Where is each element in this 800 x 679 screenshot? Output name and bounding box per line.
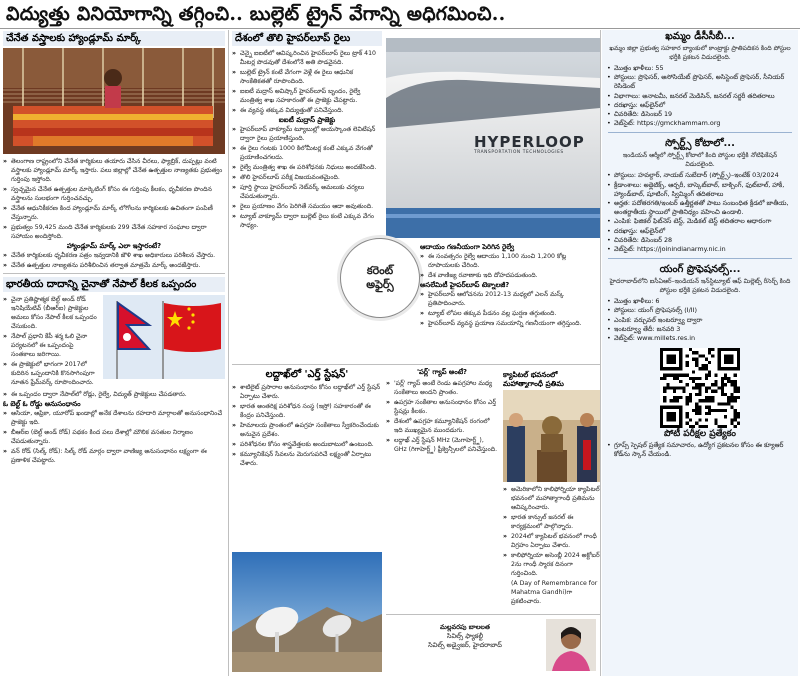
hyperloop-section-title: దేశంలో తొలి హైపర్‌లూప్ రైలు — [232, 31, 382, 46]
young-professionals-intro: హైదరాబాద్‌లోని ఐసీఏఆర్–ఇండియన్ ఇన్‌స్టిట్యూట్ ఆఫ్ మిల్లెట్స్ రీసెర్చ్ కింది పోస్టుల భర్తీకి ప్రకటన విడుదలైంది. — [609, 278, 791, 295]
list-item: » ఐఐటీ మద్రాస్ అవిష్కార్ హైపర్‌లూప్ బృందం, రైల్వే మంత్రిత్వ శాఖ సహకారంతో ఈ ప్రాజెక్టు చేపట్టారు. — [232, 87, 382, 105]
list-item: • చివరితేది: డిసెంబర్ 28 — [606, 236, 794, 245]
list-item: » కాలిఫోర్నియా అసెంబ్లీ 2024 అక్టోబర్ 2ను గాంధీ స్మారక దినంగా గుర్తించింది. — [503, 551, 600, 578]
list-item: » స్వచ్ఛమైన చేనేత ఉత్పత్తుల మార్కెటింగ్ కోసం ఈ గుర్తింపు కీలకం, ధృవీకరణ పొందిన వస్త్రాలను సులభంగా గుర్తించవచ్చు. — [3, 185, 225, 203]
list-item: » కమ్యూనికేషన్ సేవలను మెరుగుపరిచే లక్ష్యంతో ఏర్పాటు చేశారు. — [232, 450, 382, 468]
handloom-section-title: చేనేత వస్త్రాలకు హ్యాండ్లూమ్ మార్క్ — [3, 31, 225, 46]
list-item: » ఆసియా, ఆఫ్రికా, యూరోప్ ఖండాల్లో అనేక దేశాలను రహదారి మార్గాలతో అనుసంధానించే ప్రాజెక్టు ఇది. — [3, 409, 225, 427]
sidebar-divider — [608, 258, 792, 259]
author-text — [390, 623, 540, 650]
list-item: » లద్దాఖ్ ఎర్త్ స్టేషన్ MHz (మెగాహెర్ట్జ్), GHz (గిగాహెర్ట్జ్) ఫ్రీక్వెన్సీలలో పనిచేస్తుంది. — [386, 436, 498, 454]
young-professionals-details — [602, 297, 798, 343]
gandhi-commemoration: (A Day of Remembrance for Mahatma Gandhi)గా ప్రకటించారు. — [511, 580, 598, 605]
list-item: » చేనేత ఆధునికీకరణ కింద హ్యాండ్లూమ్ మార్క్ లోగోలను కార్మికులకు ఉచితంగా పంపిణీ చేస్తున్నారు. — [3, 204, 225, 222]
list-item: » హైపర్‌లూప్ వ్యవస్థ ప్రయాణ సమయాన్ని గణనీయంగా తగ్గిస్తుంది. — [420, 319, 598, 328]
earth-station-block — [232, 368, 382, 676]
nepal-bullets-cont — [3, 390, 225, 399]
jobs-sidebar — [602, 30, 798, 676]
gandhi-text — [503, 485, 600, 615]
list-item: » 2024లో క్యాపిటల్ భవనంలో గాంధీ విగ్రహం ఏర్పాటు చేశారు. — [503, 532, 600, 550]
list-item: » దేశ వాణిజ్య రవాణాకు ఇది దోహదపడుతుంది. — [420, 271, 598, 280]
list-item: • దరఖాస్తు: ఆఫ్‌లైన్‌లో — [606, 227, 794, 236]
hyperloop-bullets — [232, 49, 382, 115]
nepal-bullets — [3, 295, 99, 388]
list-item: » హైపర్‌లూప్ వాక్యూమ్ ట్యూబుల్లో అయస్కాంత లెవిటేషన్ ద్వారా రైలు ప్రయాణిస్తుంది. — [232, 125, 382, 143]
handloom-subhead: హ్యాండ్లూమ్ మార్క్ ఎలా ఇస్తారంటే? — [66, 242, 162, 250]
rail-revenue-title: ఆదాయం గణనీయంగా పెరిగిన రైల్వే — [420, 243, 515, 251]
list-item: » శాటిలైట్ ప్రసారాల అనుసంధానం కోసం లద్దాఖ్‌లో ఎర్త్ స్టేషన్ ఏర్పాటు చేశారు. — [232, 383, 382, 401]
handloom-photo — [3, 48, 225, 154]
earth-station-title: లద్దాఖ్‌లో 'ఎర్త్ స్టేషన్' — [265, 369, 349, 380]
list-item: » ఈ ఒప్పందం ద్వారా నేపాల్‌లో రోడ్లు, రైల్వే, విద్యుత్ ప్రాజెక్టులు చేపడతారు. — [3, 390, 225, 399]
handloom-bullets-2 — [3, 251, 225, 270]
list-item: » వన్ రోడ్ (సిల్క్ రోడ్): సిల్క్ రోడ్ మార్గం ద్వారా వాణిజ్య అనుసంధానం లక్ష్యంగా ఈ ప్రణాళిక చేపట్టారు. — [3, 447, 225, 465]
loom-illustration — [3, 48, 225, 154]
sports-quota-details — [602, 171, 798, 254]
list-item: • పోస్టులు: హవల్దార్, నాయబ్ సుబేదార్ (స్పోర్ట్స్)–ఇంటేక్ 03/2024 — [606, 171, 794, 180]
list-item: • దరఖాస్తు: ఆఫ్‌లైన్‌లో — [606, 101, 794, 110]
list-item: • చివరితేది: డిసెంబర్ 19 — [606, 110, 794, 119]
sports-quota-title: స్పోర్ట్స్ కోటాలో... — [665, 138, 735, 150]
list-item: » ఉపగ్రహ సంకేతాల అనుసంధానం కోసం ఎర్త్ స్టేషన్లు కీలకం. — [386, 398, 498, 416]
current-affairs-badge — [340, 238, 420, 318]
list-item: » చేనేత కార్మికులకు ధృవీకరణ పత్రం ఇవ్వడానికి జౌళి శాఖ అధికారులు పరిశీలన చేస్తారు. — [3, 251, 225, 260]
list-item: • మొత్తం ఖాళీలు: 55 — [606, 64, 794, 73]
list-item: » ఈ ప్రాజెక్టులో భాగంగా 2017లో కుదిరిన ఒప్పందానికి కొనసాగింపుగా నూతన ఫ్రేమ్‌వర్క్ రూపొందించారు. — [3, 360, 99, 387]
belt-road-subhead: ఓ బెల్ట్ ఓ రోడ్డు అనుసంధానం — [3, 400, 81, 408]
author-line-2: సివిల్స్ అడ్వైజర్, హైదరాబాద్ — [428, 641, 502, 649]
list-item: • ఇంటర్వ్యూ తేదీ: జనవరి 3 — [606, 325, 794, 334]
list-item: • అర్హత: పదోతరగతి/ఇంటర్ ఉత్తీర్ణతతో పాటు సంబంధిత క్రీడలో జాతీయ, అంతర్జాతీయ స్థాయిలో ప్రాతినిధ్యం వహించి ఉండాలి. — [606, 199, 794, 217]
earth-station-bullets — [232, 383, 382, 468]
rail-revenue-bullets — [420, 252, 598, 280]
list-item: » పూర్తి స్థాయి హైపర్‌లూప్ నెట్‌వర్క్ అమలుకు చర్యలు చేపడుతున్నారు. — [232, 183, 382, 201]
qr-note: • గ్రూప్స్ స్పెషల్ ప్రత్యేక సమాచారం, ఉద్యోగ ప్రకటనల కోసం ఈ క్యూఆర్ కోడ్‌ను స్కాన్ చేయండి. — [606, 441, 794, 459]
gandhi-bullets — [503, 485, 600, 578]
belt-road-bullets — [3, 409, 225, 465]
hyperloop-photo — [386, 38, 600, 238]
author-portrait-illustration — [546, 619, 596, 671]
headline-rule — [0, 28, 800, 29]
iit-madras-subhead: ఐఐటీ మద్రాస్ ప్రాజెక్టు — [278, 116, 336, 124]
list-item: » చేనేత ఉత్పత్తుల నాణ్యతను పరిశీలించిన తర్వాత మాత్రమే మార్క్ అందజేస్తారు. — [3, 261, 225, 270]
list-item: » హిమాలయ ప్రాంతంలో ఉపగ్రహ సంకేతాలు స్వీకరించేందుకు అనువైన ప్రదేశం. — [232, 421, 382, 439]
list-item: • పోస్టులు: యంగ్ ప్రొఫెషనల్స్ (I/II) — [606, 306, 794, 315]
list-item: » 'పర్ల్' గ్యాప్ అంటే రెండు ఉపగ్రహాల మధ్య సంకేతాలు అందని ప్రాంతం. — [386, 379, 498, 397]
list-item: » నేపాల్ ప్రధాని కేపీ శర్మ ఓలి చైనా పర్యటనలో ఈ ఒప్పందంపై సంతకాలు జరిగాయి. — [3, 332, 99, 359]
list-item: » చైనా ప్రతిష్టాత్మక బెల్ట్ అండ్ రోడ్ ఇనిషియేటివ్ (బీఆర్‌ఐ) ప్రాజెక్టుల అమలు కోసం నేపాల్ కీలక ఒప్పందం చేసుకుంది. — [3, 295, 99, 331]
column-1 — [3, 31, 225, 676]
list-item: • క్రీడాంశాలు: అథ్లెటిక్స్, ఆర్చరీ, బాస్కెట్‌బాల్, బాక్సింగ్, ఫుట్‌బాల్, హాకీ, హ్యాండ్‌బాల్, షూటింగ్, స్విమ్మింగ్ తదితరాలు — [606, 181, 794, 199]
gandhi-section-title: క్యాపిటల్ భవనంలో మహాత్మాగాంధీ ప్రతిమ — [503, 370, 564, 388]
list-item: » ట్యూబ్ వాక్యూమ్ ద్వారా బుల్లెట్ రైలు కంటే ఎక్కువ వేగం సాధ్యం. — [232, 212, 382, 230]
gandhi-photo — [503, 390, 600, 482]
list-item: » బుల్లెట్ ట్రైన్ కంటే వేగంగా వెళ్లే ఈ రైలు ఆధునిక సాంకేతికతతో రూపొందింది. — [232, 68, 382, 86]
hyperloop-logo — [474, 134, 598, 156]
khammam-title: ఖమ్మం డీసీసీబీ... — [665, 31, 735, 42]
column-rule — [228, 30, 229, 676]
flags-photo — [103, 295, 225, 379]
list-item: » అమెరికాలోని కాలిఫోర్నియా క్యాపిటల్ భవనంలో మహాత్మాగాంధీ ప్రతిమను ఆవిష్కరించారు. — [503, 485, 600, 512]
list-item: » ఈ వ్యవస్థ తక్కువ విద్యుత్తుతో పనిచేస్తుంది. — [232, 106, 382, 115]
rail-revenue-block — [420, 243, 598, 361]
list-item: » ఈ సంవత్సరం రైల్వే ఆదాయం 1,100 నుంచి 1,200 కోట్ల రూపాయలకు చేరింది. — [420, 252, 598, 270]
list-item: » రైల్వే మంత్రిత్వ శాఖ ఈ పరిశోధనకు నిధులు అందజేసింది. — [232, 163, 382, 172]
author-box — [386, 614, 600, 675]
section-divider — [3, 273, 225, 274]
list-item: » తెలంగాణ రాష్ట్రంలోని చేనేత కార్మికులు తయారు చేసిన చీరలు, ఫ్యాబ్రిక్, దుప్పట్లు వంటి వస్త్రాలకు హ్యాండ్లూమ్ మార్క్ ఇస్తారు. పలు జిల్లాల్లో చేనేత ఉత్పత్తుల నాణ్యతకు ప్రభుత్వం గుర్తింపు ఇస్తోంది. — [3, 157, 225, 184]
handloom-bullets — [3, 157, 225, 241]
author-avatar — [546, 619, 596, 671]
nepal-block — [3, 295, 225, 388]
hyperloop-logo-tagline: TRANSPORTATION TECHNOLOGIES — [474, 150, 564, 155]
list-item: • పోస్టులు: ప్రొఫెసర్, అసోసియేట్ ప్రొఫెసర్, అసిస్టెంట్ ప్రొఫెసర్, సీనియర్ రెసిడెంట్ — [606, 73, 794, 91]
list-item: » హైపర్‌లూప్ ఆలోచనను 2012-13 మధ్యలో ఎలన్ మస్క్ ప్రతిపాదించారు. — [420, 290, 598, 308]
list-item: • ఎంపిక: వర్చువల్ ఇంటర్వ్యూ ద్వారా — [606, 316, 794, 325]
list-item: • మొత్తం ఖాళీలు: 6 — [606, 297, 794, 306]
hyperloop-tech-bullets — [420, 290, 598, 328]
earth-station-photo — [232, 552, 382, 672]
satellite-dish-illustration — [232, 552, 382, 672]
list-item: » దేశంలో ఉపగ్రహ కమ్యూనికేషన్ రంగంలో ఇది ముఖ్యమైన ముందడుగు. — [386, 417, 498, 435]
hyperloop-bullets-2 — [232, 125, 382, 201]
badge-line-1: కరెంట్ — [366, 264, 394, 277]
list-item: » భారత అంతరిక్ష పరిశోధన సంస్థ (ఇస్రో) సహకారంతో ఈ కేంద్రం పనిచేస్తుంది. — [232, 402, 382, 420]
list-item: • వెబ్‌సైట్: https://gmckhammam.org — [606, 119, 794, 128]
hyperloop-logo-word: HYPERLOOP — [474, 133, 585, 151]
sports-quota-intro: ఇండియన్ ఆర్మీలో స్పోర్ట్స్ కోటాలో కింది పోస్టుల భర్తీకి నోటిఫికేషన్ విడుదలైంది. — [622, 152, 778, 169]
qr-code[interactable] — [660, 348, 740, 428]
section-divider — [232, 364, 600, 365]
author-line-1: సివిల్స్ ఫ్యాకల్టీ — [446, 632, 484, 640]
nepal-china-flags-illustration — [103, 295, 225, 379]
khammam-intro: ఖమ్మం జిల్లా ప్రభుత్వ సహకార బ్యాంకులో కాంట్రాక్టు ప్రాతిపదికన కింది పోస్టుల భర్తీకి ప్రకటన విడుదలైంది. — [609, 45, 791, 61]
page-headline: విద్యుత్తు వినియోగాన్ని తగ్గించి.. బుల్లెట్ ట్రైన్ వేగాన్ని అధిగమించి.. — [6, 3, 506, 25]
list-item: » ట్యూబ్ లోపల తక్కువ పీడనం వల్ల ఘర్షణ తగ్గుతుంది. — [420, 309, 598, 318]
hyperloop-bullets-3 — [232, 202, 382, 230]
list-item: » బీఆర్‌ఐ (బెల్ట్ అండ్ రోడ్) పథకం కింద పలు దేశాల్లో మౌలిక వసతుల నిర్మాణం చేపడుతున్నారు. — [3, 428, 225, 446]
list-item: » రైలు ప్రయాణం వేగం పెరిగితే సమయం ఆదా అవుతుంది. — [232, 202, 382, 211]
list-item: • ఎంపిక: ఫిజికల్ ఫిట్‌నెస్ టెస్ట్, మెడికల్ టెస్ట్ తదితరాల ఆధారంగా — [606, 217, 794, 226]
qr-code-icon — [660, 348, 740, 428]
pearl-gap-title: 'పర్ల్' గ్యాప్ అంటే? — [416, 368, 468, 376]
list-item: » భారత కాన్సుల్ జనరల్ ఈ కార్యక్రమంలో పాల్గొన్నారు. — [503, 513, 600, 531]
pearl-gap-bullets — [386, 379, 498, 454]
list-item: • విభాగాలు: అనాటమీ, జనరల్ మెడిసిన్, జనరల్ సర్జరీ తదితరాలు — [606, 92, 794, 101]
young-professionals-title: యంగ్ ప్రొఫెషనల్స్... — [659, 264, 741, 276]
author-label: మల్లవరపు బాలలత — [440, 623, 490, 631]
badge-line-2: అఫైర్స్ — [366, 278, 394, 291]
gandhi-statue-illustration — [503, 390, 600, 482]
list-item: » ప్రభుత్వం 59,425 మంది చేనేత కార్మికులకు 299 చేనేత సహకార సంఘాల ద్వారా సహాయం అందిస్తోంది. — [3, 223, 225, 241]
qr-note-list — [602, 441, 798, 459]
list-item: » ఈ రైలు గంటకు 1000 కిలోమీటర్ల కంటే ఎక్కువ వేగంతో ప్రయాణించగలదు. — [232, 144, 382, 162]
hyperloop-tech-subhead: అసలేమిటీ హైపర్‌లూప్ టెక్నాలజీ? — [420, 281, 510, 289]
list-item: • వెబ్‌సైట్: https://joinindianarmy.nic.in — [606, 245, 794, 254]
list-item: » చెన్నై ఐఐటీలో ఆవిష్కరించిన హైపర్‌లూప్ రైలు ట్రాక్ 410 మీటర్ల పొడవుతో దేశంలోనే అతి పొడవైనది. — [232, 49, 382, 67]
nepal-section-title: భారతీయ దాదాన్ని చైనాతో నేపాల్ కీలక ఒప్పందం — [3, 277, 225, 292]
sidebar-divider — [608, 132, 792, 133]
list-item: • వెబ్‌సైట్: www.millets.res.in — [606, 334, 794, 343]
list-item: » పరిశోధనల కోసం శాస్త్రవేత్తలకు అందుబాటులో ఉంటుంది. — [232, 440, 382, 449]
khammam-details — [602, 64, 798, 128]
qr-label: పోటీ పరీక్షల ప్రత్యేకం — [664, 429, 736, 440]
list-item: » తొలి హైపర్‌లూప్ పరీక్ష విజయవంతమైంది. — [232, 173, 382, 182]
column-rule — [600, 30, 601, 676]
